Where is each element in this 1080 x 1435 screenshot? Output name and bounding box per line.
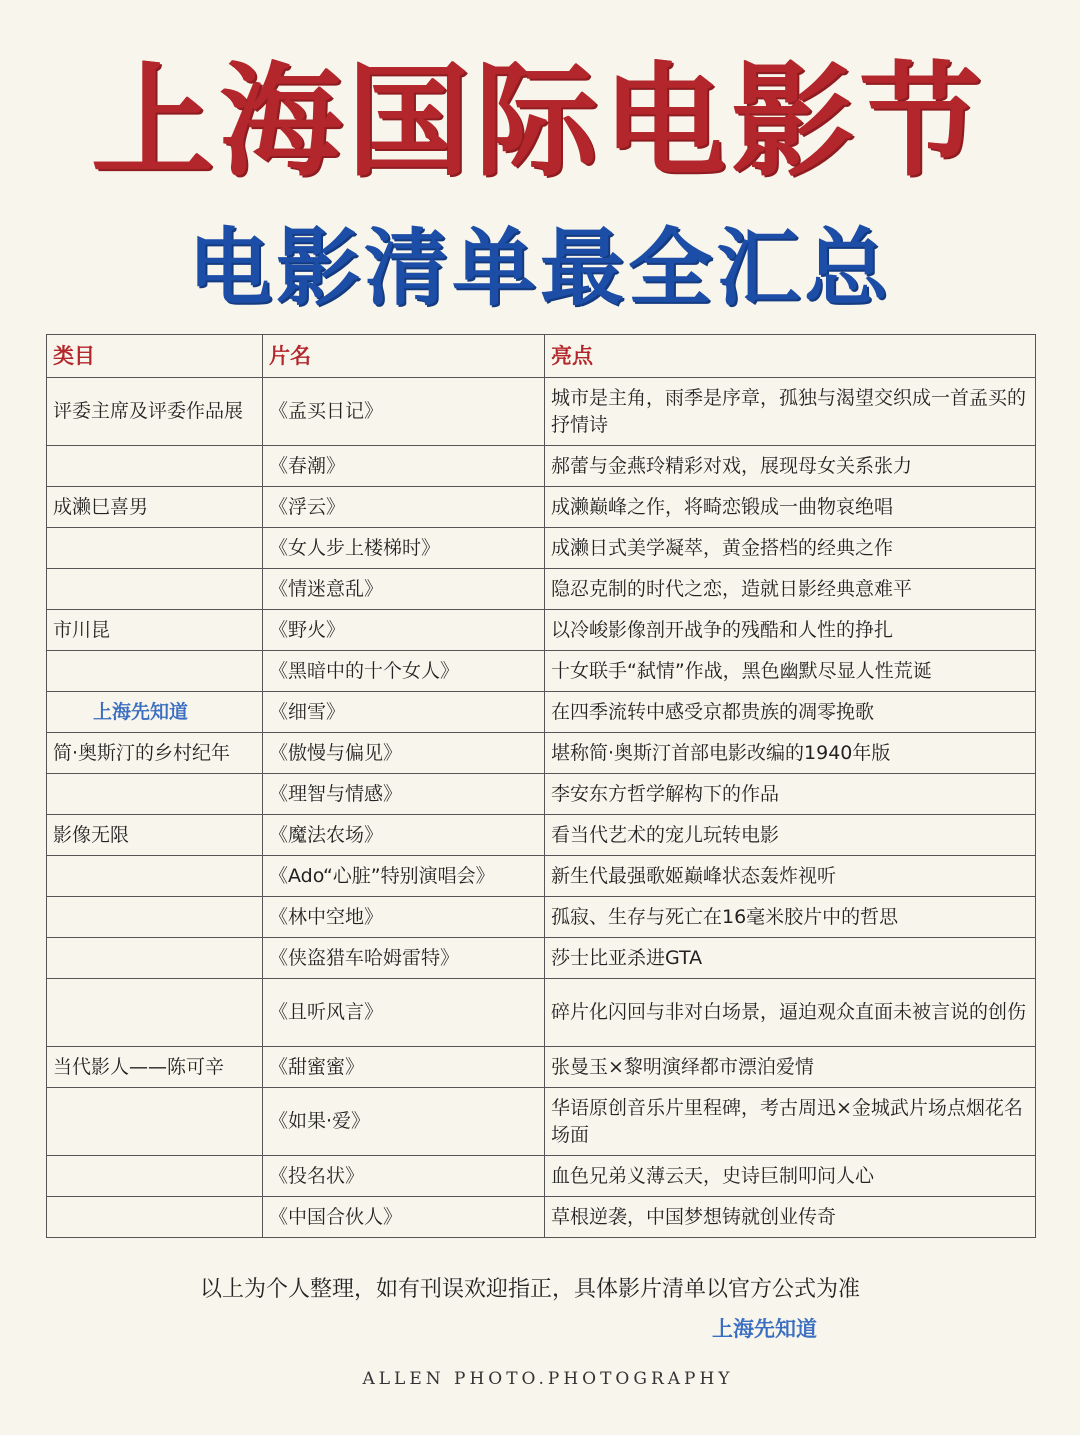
row-highlight: 张曼玉×黎明演绎都市漂泊爱情 — [545, 1047, 1036, 1088]
row-highlight: 莎士比亚杀进GTA — [545, 938, 1036, 979]
page-title: 上海国际电影节 — [92, 51, 988, 193]
row-film-title: 《侠盗猎车哈姆雷特》 — [263, 938, 545, 979]
row-highlight: 以冷峻影像剖开战争的残酷和人性的挣扎 — [545, 610, 1036, 651]
table-row — [47, 897, 1036, 938]
table-body — [47, 378, 1036, 1238]
row-category: 影像无限 — [47, 815, 263, 856]
row-category: 评委主席及评委作品展 — [47, 378, 263, 446]
row-highlight: 碎片化闪回与非对白场景，逼迫观众直面未被言说的创伤 — [545, 979, 1036, 1047]
row-category — [47, 774, 263, 815]
row-film-title: 《魔法农场》 — [263, 815, 545, 856]
table-row — [47, 774, 1036, 815]
row-category — [47, 1156, 263, 1197]
row-highlight: 李安东方哲学解构下的作品 — [545, 774, 1036, 815]
row-film-title: 《孟买日记》 — [263, 378, 545, 446]
row-film-title: 《春潮》 — [263, 446, 545, 487]
header-highlight: 亮点 — [545, 335, 1036, 378]
header-title: 片名 — [263, 335, 545, 378]
row-category — [47, 938, 263, 979]
row-category — [47, 446, 263, 487]
row-film-title: 《情迷意乱》 — [263, 569, 545, 610]
row-highlight: 看当代艺术的宠儿玩转电影 — [545, 815, 1036, 856]
row-highlight: 城市是主角，雨季是序章，孤独与渴望交织成一首孟买的抒情诗 — [545, 378, 1036, 446]
row-category — [47, 856, 263, 897]
row-highlight: 十女联手“弑情”作战，黑色幽默尽显人性荒诞 — [545, 651, 1036, 692]
row-highlight: 在四季流转中感受京都贵族的凋零挽歌 — [545, 692, 1036, 733]
footer-brand: 上海先知道 — [712, 1317, 817, 1341]
row-film-title: 《浮云》 — [263, 487, 545, 528]
row-film-title: 《理智与情感》 — [263, 774, 545, 815]
table-row — [47, 1197, 1036, 1238]
row-highlight: 草根逆袭，中国梦想铸就创业传奇 — [545, 1197, 1036, 1238]
row-film-title: 《黑暗中的十个女人》 — [263, 651, 545, 692]
page-subtitle: 电影清单最全汇总 — [187, 219, 892, 317]
table-row — [47, 733, 1036, 774]
table-row — [47, 1047, 1036, 1088]
row-film-title: 《中国合伙人》 — [263, 1197, 545, 1238]
row-film-title: 《如果·爱》 — [263, 1088, 545, 1156]
row-film-title: 《野火》 — [263, 610, 545, 651]
table-row — [47, 1088, 1036, 1156]
table-header-row — [47, 335, 1036, 378]
row-category — [47, 1088, 263, 1156]
row-film-title: 《投名状》 — [263, 1156, 545, 1197]
row-film-title: 《女人步上楼梯时》 — [263, 528, 545, 569]
row-highlight: 郝蕾与金燕玲精彩对戏，展现母女关系张力 — [545, 446, 1036, 487]
table-row — [47, 815, 1036, 856]
row-film-title: 《且听风言》 — [263, 979, 545, 1047]
table-row — [47, 569, 1036, 610]
photo-credit: ALLEN PHOTO.PHOTOGRAPHY — [362, 1369, 734, 1389]
row-category: 当代影人——陈可辛 — [47, 1047, 263, 1088]
table-row — [47, 938, 1036, 979]
row-film-title: 《傲慢与偏见》 — [263, 733, 545, 774]
row-category — [47, 569, 263, 610]
row-category: 市川昆 — [47, 610, 263, 651]
row-category: 简·奥斯汀的乡村纪年 — [47, 733, 263, 774]
row-film-title: 《Ado“心脏”特别演唱会》 — [263, 856, 545, 897]
film-list-table — [46, 334, 1036, 1238]
row-highlight: 血色兄弟义薄云天，史诗巨制叩问人心 — [545, 1156, 1036, 1197]
table-row — [47, 487, 1036, 528]
row-category — [47, 528, 263, 569]
table-row — [47, 651, 1036, 692]
table-row — [47, 979, 1036, 1047]
table-row — [47, 856, 1036, 897]
row-category — [47, 1197, 263, 1238]
row-highlight: 新生代最强歌姬巅峰状态轰炸视听 — [545, 856, 1036, 897]
table-row — [47, 446, 1036, 487]
row-highlight: 孤寂、生存与死亡在16毫米胶片中的哲思 — [545, 897, 1036, 938]
row-film-title: 《林中空地》 — [263, 897, 545, 938]
row-category: 成濑巳喜男 — [47, 487, 263, 528]
row-category — [47, 651, 263, 692]
row-category — [47, 897, 263, 938]
row-film-title: 《甜蜜蜜》 — [263, 1047, 545, 1088]
row-highlight: 成濑巅峰之作，将畸恋锻成一曲物哀绝唱 — [545, 487, 1036, 528]
table-row — [47, 610, 1036, 651]
row-highlight: 堪称简·奥斯汀首部电影改编的1940年版 — [545, 733, 1036, 774]
row-highlight: 隐忍克制的时代之恋，造就日影经典意难平 — [545, 569, 1036, 610]
table-row — [47, 528, 1036, 569]
row-category — [47, 979, 263, 1047]
table-row — [47, 378, 1036, 446]
row-highlight: 成濑日式美学凝萃，黄金搭档的经典之作 — [545, 528, 1036, 569]
table-row — [47, 1156, 1036, 1197]
row-category: 上海先知道 — [47, 692, 263, 733]
row-film-title: 《细雪》 — [263, 692, 545, 733]
header-category: 类目 — [47, 335, 263, 378]
row-highlight: 华语原创音乐片里程碑，考古周迅×金城武片场点烟花名场面 — [545, 1088, 1036, 1156]
table-row — [47, 692, 1036, 733]
footer-note: 以上为个人整理，如有刊误欢迎指正，具体影片清单以官方公式为准 — [199, 1277, 860, 1302]
